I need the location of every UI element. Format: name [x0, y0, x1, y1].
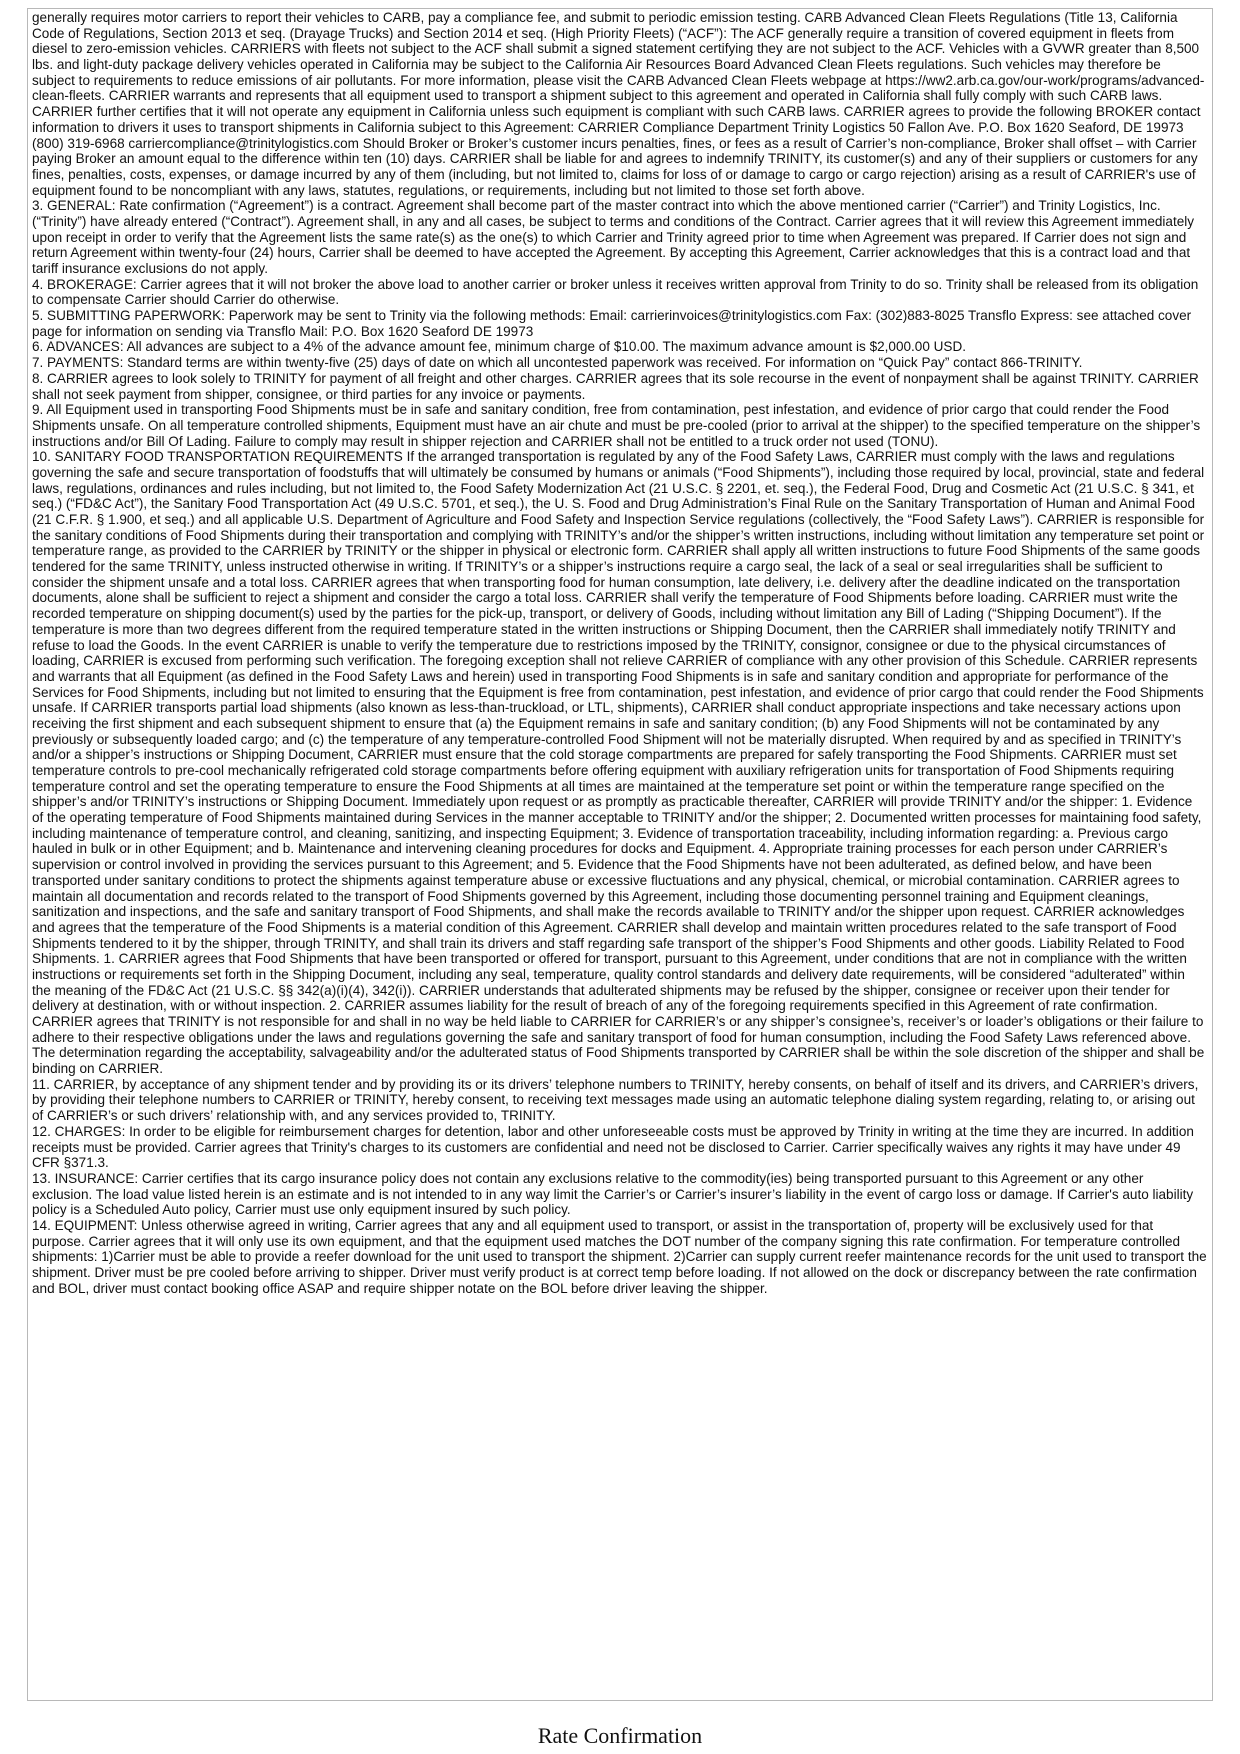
paragraph-carb-compliance: generally requires motor carriers to report their vehicles to CARB, pay a compliance fee, and submit to periodic emission testing. CARB Advanced Clean Fleets Regulations (Title 13, California Code of Regulations, Section 2013 et seq. (Drayage Trucks) and Section 2014 et seq. (High Priority Fleets) (“ACF”): The ACF generally require a transition of covered equipment in fleets from diesel to zero-emission vehicles. CARRIERS with fleets not subject to the ACF shall submit a signed statement certifying they are not subject to the ACF. Vehicles with a GVWR greater than 8,500 lbs. and light-duty package delivery vehicles operated in California may be subject to the California Air Resources Board Advanced Clean Fleets regulations. Such vehicles may therefore be subject to requirements to reduce emissions of air pollutants. For more information, please visit the CARB Advanced Clean Fleets webpage at https://ww2.arb.ca.gov/our-work/programs/advanced-clean-fleets. CARRIER warrants and represents that all equipment used to transport a shipment subject to this agreement and operated in California shall fully comply with such CARB laws. CARRIER further certifies that it will not operate any equipment in California unless such equipment is compliant with such CARB laws. CARRIER agrees to provide the following BROKER contact information to drivers it uses to transport shipments in California subject to this Agreement: CARRIER Compliance Department Trinity Logistics 50 Fallon Ave. P.O. Box 1620 Seaford, DE 19973 (800) 319-6968 carriercompliance@trinitylogistics.com Should Broker or Broker’s customer incurs penalties, fines, or fees as a result of Carrier’s non-compliance, Broker shall offset – with Carrier paying Broker an amount equal to the difference within ten (10) days. CARRIER shall be liable for and agrees to indemnify TRINITY, its customer(s) and any of their suppliers or customers for any fines, penalties, costs, expenses, or damage incurred by any of them (including, but not limited to, claims for loss of or damage to cargo or cargo rejection) arising as a result of CARRIER's use of equipment found to be noncompliant with any laws, statutes, regulations, or requirements, including but not limited to those set forth above. [32, 10, 1205, 198]
paragraph-general: 3. GENERAL: Rate confirmation (“Agreement”) is a contract. Agreement shall become part of the master contract into which the above mentioned carrier (“Carrier”) and Trinity Logistics, Inc. (“Trinity”) have already entered (“Contract”). Agreement shall, in any and all cases, be subject to terms and conditions of the Contract. Carrier agrees that it will review this Agreement immediately upon receipt in order to verify that the Agreement lists the same rate(s) as the one(s) to which Carrier and Trinity agreed prior to time when Agreement was prepared. If Carrier does not sign and return Agreement within twenty-four (24) hours, Carrier shall be deemed to have accepted the Agreement. By accepting this Agreement, Carrier acknowledges that this is a contract load and that tariff insurance exclusions do not apply. [32, 198, 1195, 276]
paragraph-text-consent: 11. CARRIER, by acceptance of any shipment tender and by providing its or its drivers’ telephone numbers to TRINITY, hereby consents, on behalf of itself and its drivers, and CARRIER’s drivers, by providing their telephone numbers to CARRIER or TRINITY, hereby consent, to receiving text messages made using an automatic telephone dialing system regarding, relating to, or arising out of CARRIER’s or such drivers’ relationship with, and any services provided to, TRINITY. [32, 1076, 1199, 1124]
paragraph-advances: 6. ADVANCES: All advances are subject to a 4% of the advance amount fee, minimum charge of $10.00. The maximum advance amount is $2,000.00 USD. [32, 339, 966, 355]
paragraph-submitting-paperwork: 5. SUBMITTING PAPERWORK: Paperwork may be sent to Trinity via the following methods: Email: carrierinvoices@trinitylogistics.com Fax: (302)883-8025 Transflo Express: see attached cover page for information on sending via Transflo Mail: P.O. Box 1620 Seaford DE 19973 [32, 308, 1192, 339]
paragraph-food-equipment: 9. All Equipment used in transporting Food Shipments must be in safe and sanitary condition, free from contamination, pest infestation, and evidence of prior cargo that could render the Food Shipments unsafe. On all temperature controlled shipments, Equipment must have an air chute and must be pre-cooled (prior to arrival at the shipper) to the specified temperature on the shipper’s instructions and/or Bill Of Lading. Failure to comply may result in shipper rejection and CARRIER shall not be entitled to a truck order not used (TONU). [32, 402, 1201, 449]
page-footer-title: Rate Confirmation [537, 1723, 703, 1748]
paragraph-payments: 7. PAYMENTS: Standard terms are within twenty-five (25) days of date on which all uncontested paperwork was received. For information on “Quick Pay” contact 866-TRINITY. [32, 355, 1083, 371]
paragraph-payment-recourse: 8. CARRIER agrees to look solely to TRINITY for payment of all freight and other charges. CARRIER agrees that its sole recourse in the event of nonpayment shall be against TRINITY. CARRIER shall not seek payment from shipper, consignee, or third parties for any invoice or payments. [32, 370, 1199, 402]
paragraph-sanitary-food-transportation: 10. SANITARY FOOD TRANSPORTATION REQUIREMENTS If the arranged transportation is regulated by any of the Food Safety Laws, CARRIER must comply with the laws and regulations governing the safe and secure transportation of foodstuffs that will ultimately be consumed by humans or animals (“Food Shipments”), including those required by local, provincial, state and federal laws, regulations, ordinances and rules including, but not limited to, the Food Safety Modernization Act (21 U.S.C. § 2201, et. seq.), the Federal Food, Drug and Cosmetic Act (21 U.S.C. § 341, et seq.) (“FD&C Act”), the Sanitary Food Transportation Act (49 U.S.C. 5701, et seq.), the U. S. Food and Drug Administration’s Final Rule on the Sanitary Transportation of Human and Animal Food (21 C.F.R. § 1.900, et seq.) and all applicable U.S. Department of Agriculture and Food Safety and Inspection Service regulations (collectively, the “Food Safety Laws”). CARRIER is responsible for the sanitary conditions of Food Shipments during their transportation and complying with TRINITY’s and/or the shipper’s written instructions, including without limitation any temperature set point or temperature range, as provided to the CARRIER by TRINITY or the shipper in physical or electronic form. CARRIER shall apply all written instructions to future Food Shipments of the same goods tendered for the same TRINITY, unless instructed otherwise in writing. If TRINITY’s or a shipper’s instructions require a cargo seal, the lack of a seal or seal irregularities shall be sufficient to consider the shipment unsafe and a total loss. CARRIER agrees that when transporting food for human consumption, late delivery, i.e. delivery after the deadline indicated on the transportation documents, alone shall be sufficient to reject a shipment and consider the cargo a total loss. CARRIER shall verify the temperature of Food Shipments before loading. CARRIER must write the recorded temperature on shipping document(s) used by the parties for the pick-up, transport, or delivery of Goods, including without limitation any Bill of Lading (“Shipping Document”). If the temperature is more than two degrees different from the required temperature stated in the written instructions or Shipping Document, then the CARRIER shall immediately notify TRINITY and refuse to load the Goods. In the event CARRIER is unable to verify the temperature due to restrictions imposed by the TRINITY, consignor, consignee or due to the physical circumstances of loading, CARRIER is excused from performing such verification. The foregoing exception shall not relieve CARRIER of compliance with any other provision of this Schedule. CARRIER represents and warrants that all Equipment (as defined in the Food Safety Laws and herein) used in transporting Food Shipments is in safe and sanitary condition and appropriate for performance of the Services for Food Shipments, including but not limited to ensuring that the Equipment is free from contamination, pest infestation, and evidence of prior cargo that could render the Food Shipments unsafe. If CARRIER transports partial load shipments (also known as less-than-truckload, or LTL, shipments), CARRIER shall conduct appropriate inspections and take necessary actions upon receiving the first shipment and each subsequent shipment to ensure that (a) the Equipment remains in safe and sanitary condition; (b) any Food Shipments will not be contaminated by any previously or subsequently loaded cargo; and (c) the temperature of any temperature-controlled Food Shipment will not be materially disrupted. When required by and as specified in TRINITY’s and/or a shipper’s instructions or Shipping Document, CARRIER must ensure that the cold storage compartments are prepared for safely transporting the Food Shipments. CARRIER must set temperature controls to pre-cool mechanically refrigerated cold storage compartments before offering equipment with auxiliary refrigeration units for transportation of Food Shipments requiring temperature control and set the operating temperature to ensure the Food Shipments at all times are maintained at the temperature set point or within the temperature range specified on the shipper’s and/or TRINITY’s instructions or Shipping Document. Immediately upon request or as promptly as practicable thereafter, CARRIER will provide TRINITY and/or the shipper: 1. Evidence of the operating temperature of Food Shipments maintained during Services in the manner acceptable to TRINITY and/or the shipper; 2. Documented written processes for maintaining food safety, including maintenance of temperature control, and cleaning, sanitizing, and inspecting Equipment; 3. Evidence of transportation traceability, including information regarding: a. Previous cargo hauled in bulk or in other Equipment; and b. Maintenance and intervening cleaning procedures for docks and Equipment. 4. Appropriate training processes for each person under CARRIER’s supervision or control involved in providing the services pursuant to this Agreement; and 5. Evidence that the Food Shipments have not been adulterated, as defined below, and have been transported under sanitary conditions to protect the shipments against temperature abuse or excessive fluctuations and any physical, chemical, or microbial contamination. CARRIER agrees to maintain all documentation and records related to the transport of Food Shipments governed by this Agreement, including those documenting personnel training and Equipment cleanings, sanitization and inspections, and the safe and sanitary transport of Food Shipments, and shall make the records available to TRINITY and/or the shipper upon request. CARRIER acknowledges and agrees that the temperature of the Food Shipments is a material condition of this Agreement. CARRIER shall develop and maintain written procedures related to the safe transport of Food Shipments tendered to it by the shipper, through TRINITY, and shall train its drivers and staff regarding safe transport of the shipper’s Food Shipments and other goods. Liability Related to Food Shipments. 1. CARRIER agrees that Food Shipments that have been transported or offered for transport, pursuant to this Agreement, under conditions that are not in compliance with the written instructions or requirements set forth in the Shipping Document, including any seal, temperature, quality control standards and delivery date requirements, will be considered “adulterated” within the meaning of the FD&C Act (21 U.S.C. §§ 342(a)(i)(4), 342(i)). CARRIER understands that adulterated shipments may be refused by the shipper, consignee or receiver upon their tender for delivery at destination, with or without inspection. 2. CARRIER assumes liability for the result of breach of any of the foregoing requirements specified in this Agreement of rate confirmation. CARRIER agrees that TRINITY is not responsible for and shall in no way be held liable to CARRIER for CARRIER’s or any shipper’s consignee’s, receiver’s or loader’s obligations or their failure to adhere to their respective obligations under the laws and regulations governing the safe and sanitary transport of food for human consumption, including the Food Safety Laws referenced above. The determination regarding the acceptability, salvageability and/or the adulterated status of Food Shipments transported by CARRIER shall be within the sole discretion of the shipper and shall be binding on CARRIER. [32, 449, 1205, 1077]
paragraph-charges: 12. CHARGES: In order to be eligible for reimbursement charges for detention, labor and other unforeseeable costs must be approved by Trinity in writing at the time they are incurred. In addition receipts must be provided. Carrier agrees that Trinity's charges to its customers are confidential and need not be disclosed to Carrier. Carrier specifically waives any rights it may have under 49 CFR §371.3. [32, 1123, 1194, 1171]
paragraph-brokerage: 4. BROKERAGE: Carrier agrees that it will not broker the above load to another carrier or broker unless it receives written approval from Trinity to do so. Trinity shall be released from its obligation to compensate Carrier should Carrier do otherwise. [32, 276, 1199, 308]
paragraph-equipment: 14. EQUIPMENT: Unless otherwise agreed in writing, Carrier agrees that any and all equipment used to transport, or assist in the transportation of, property will be exclusively used for that purpose. Carrier agrees that it will only use its own equipment, and that the equipment used matches the DOT number of the company signing this rate confirmation. For temperature controlled shipments: 1)Carrier must be able to provide a reefer download for the unit used to transport the shipment. 2)Carrier can supply current reefer maintenance records for the unit used to transport the shipment. Driver must be pre cooled before arriving to shipper. Driver must verify product is at correct temp before loading. If not allowed on the dock or discrepancy between the rate confirmation and BOL, driver must contact booking office ASAP and require shipper notate on the BOL before driver leaving the shipper. [32, 1217, 1207, 1296]
document-frame [27, 8, 1213, 1701]
paragraph-insurance: 13. INSURANCE: Carrier certifies that its cargo insurance policy does not contain any exclusions relative to the commodity(ies) being transported pursuant to this Agreement or any other exclusion. The load value listed herein is an estimate and is not intended to in any way limit the Carrier’s or Carrier’s insurer’s liability in the event of cargo loss or damage. If Carrier's auto liability policy is a Scheduled Auto policy, Carrier must use only equipment insured by such policy. [32, 1170, 1194, 1218]
